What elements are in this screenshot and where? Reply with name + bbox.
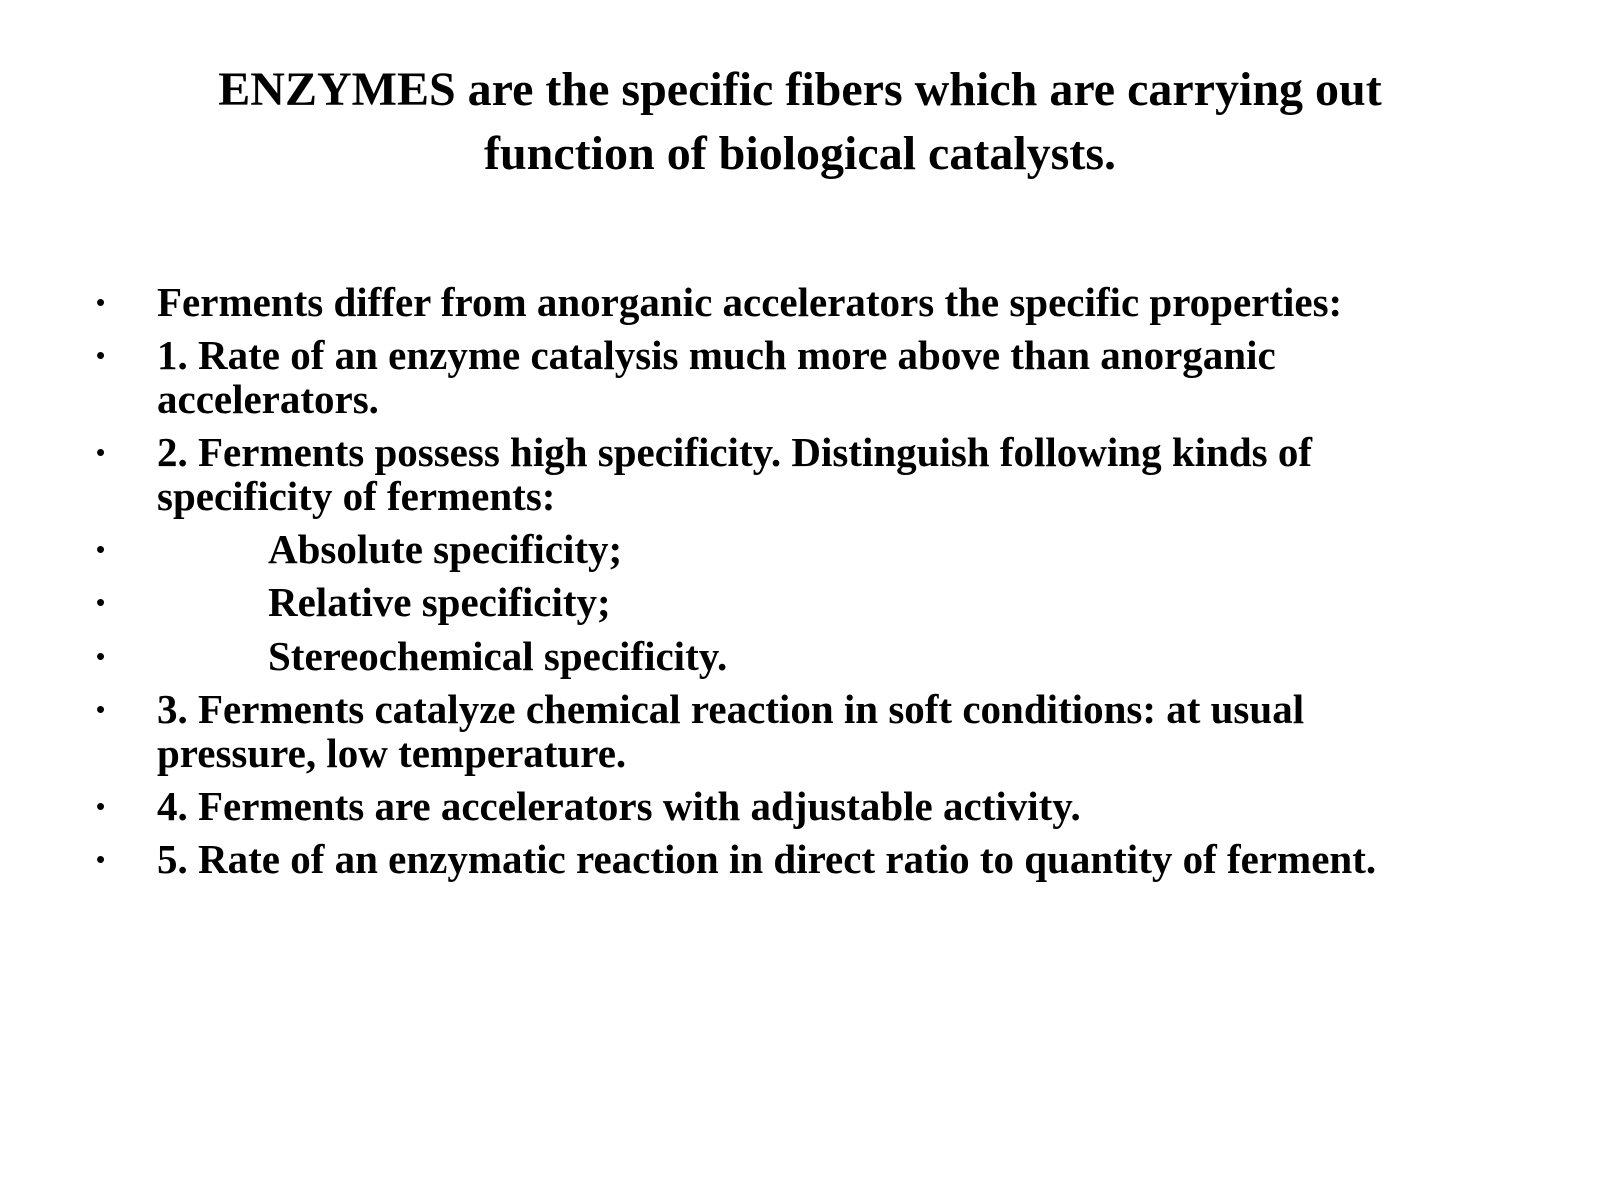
bullet-line: Stereochemical specificity. [268,633,728,679]
bullet-line: Relative specificity; [268,579,611,625]
bullet-text [157,687,1527,775]
bullet-line: pressure, low temperature. [157,730,627,776]
bullet-text [157,430,1527,518]
bullet-text [157,333,1527,421]
bullet-dot-icon: • [96,437,106,467]
bullet-line: 1. Rate of an enzyme catalysis much more above than anorganic [157,332,1276,378]
title-line: ENZYMES are the specific fibers which are carrying out [218,63,1382,116]
bullet-line: 4. Ferments are accelerators with adjustable activity. [157,783,1081,829]
bullet-line: Absolute specificity; [268,526,623,572]
bullet-dot-icon: • [96,534,106,564]
bullet-line: specificity of ferments: [157,473,556,519]
bullet-line: accelerators. [157,376,379,422]
slide-title [80,58,1520,186]
bullet-line: 5. Rate of an enzymatic reaction in direct ratio to quantity of ferment. [157,836,1377,882]
bullet-text [268,527,1600,571]
bullet-line: Ferments differ from anorganic accelerators the specific properties: [157,279,1343,325]
bullet-dot-icon: • [96,641,106,671]
bullet-dot-icon: • [96,844,106,874]
bullet-dot-icon: • [96,340,106,370]
title-line: function of biological catalysts. [484,127,1116,180]
bullet-line: 2. Ferments possess high specificity. Distinguish following kinds of [157,429,1312,475]
bullet-dot-icon: • [96,587,106,617]
bullet-text [157,784,1527,828]
bullet-line: 3. Ferments catalyze chemical reaction in soft conditions: at usual [157,686,1305,732]
bullet-text [268,580,1600,624]
bullet-text [268,634,1600,678]
bullet-text [157,280,1527,324]
bullet-dot-icon: • [96,694,106,724]
bullet-dot-icon: • [96,791,106,821]
bullet-text [157,837,1527,881]
bullet-dot-icon: • [96,287,106,317]
